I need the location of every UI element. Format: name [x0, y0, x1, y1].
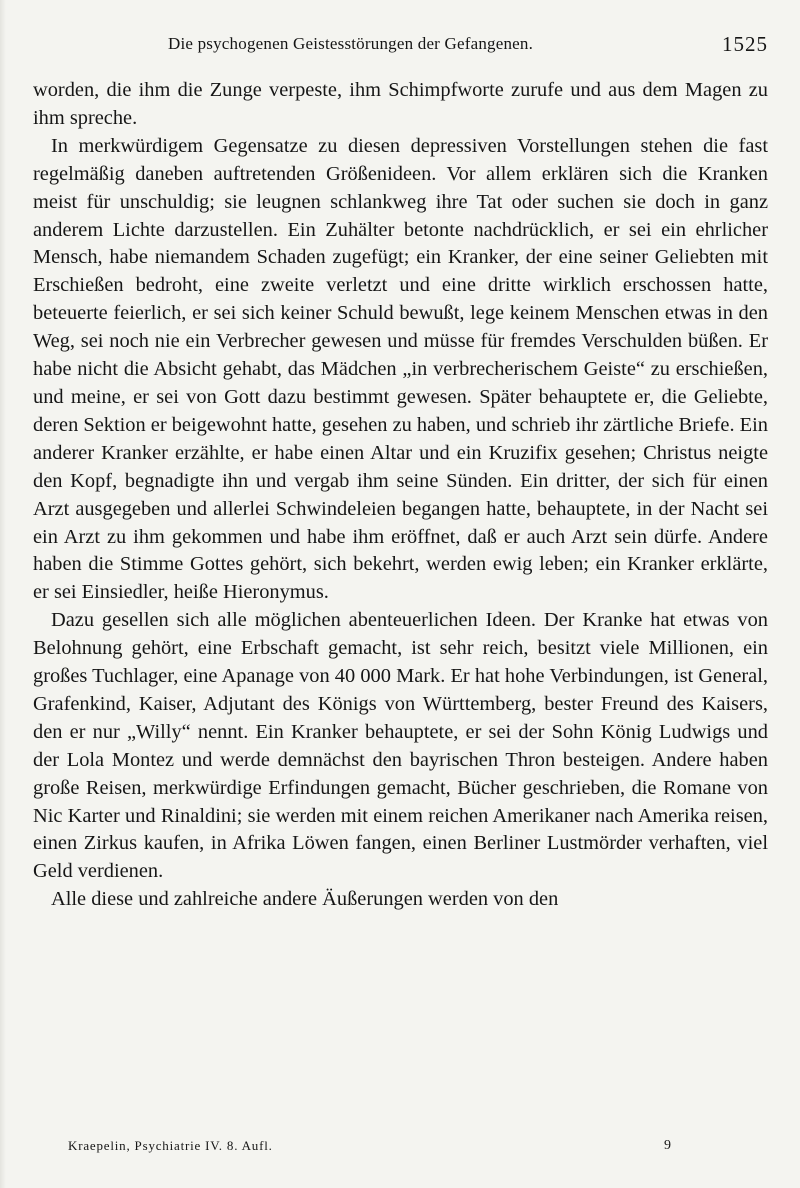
paragraph: Dazu gesellen sich alle möglichen abenteuerlichen Ideen. Der Kranke hat etwas von Belohnung gehört, eine Erbschaft gemacht, ist sehr reich, besitzt viele Millionen, ein großes Tuchlager, eine Apanage von 40 000 Mark. Er hat hohe Verbindungen, ist General, Grafenkind, Kaiser, Adjutant des Königs von Württemberg, bester Freund des Kaisers, den er nur „Willy“ nennt. Ein Kranker behauptete, er sei der Sohn König Ludwigs und der Lola Montez und werde demnächst den bayrischen Thron besteigen. Andere haben große Reisen, merkwürdige Erfindungen gemacht, Bücher geschrieben, die Romane von Nic Karter und Rinaldini; sie werden mit einem reichen Amerikaner nach Amerika reisen, einen Zirkus kaufen, in Afrika Löwen fangen, einen Berliner Lustmörder verhaften, viel Geld verdienen. [33, 609, 768, 883]
page-footer [68, 1138, 768, 1162]
running-title: Die psychogenen Geistesstörungen der Gefangenen. [168, 34, 534, 53]
running-head [33, 30, 768, 62]
paragraph: In merkwürdigem Gegensatze zu diesen depressiven Vorstellungen stehen die fast regelmäßig daneben auftretenden Größenideen. Vor allem erklären sich die Kranken meist für unschuldig; sie leugnen schlankweg ihre Tat oder suchen sie doch in ganz anderem Lichte darzustellen. Ein Zuhälter betonte nachdrücklich, er sei ein ehrlicher Mensch, habe niemandem Schaden zugefügt; ein Kranker, der eine seiner Geliebten mit Erschießen bedroht, eine zweite verletzt und eine dritte wirklich erschossen hatte, beteuerte feierlich, er sei sich keiner Schuld bewußt, lege keinem Menschen etwas in den Weg, sei noch nie ein Verbrecher gewesen und müsse für fremdes Verschulden büßen. Er habe nicht die Absicht gehabt, das Mädchen „in verbrecherischem Geiste“ zu erschießen, und meine, er sei von Gott dazu bestimmt gewesen. Später behauptete er, die Geliebte, deren Sektion er beigewohnt hatte, gesehen zu haben, und schrieb ihr zärtliche Briefe. Ein anderer Kranker erzählte, er habe einen Altar und ein Kruzifix gesehen; Christus neigte den Kopf, begnadigte ihn und vergab ihm seine Sünden. Ein dritter, der sich für einen Arzt ausgegeben und allerlei Schwindeleien begangen hatte, behauptete, in der Nacht sei ein Arzt zu ihm gekommen und habe ihm eröffnet, daß er auch Arzt sein dürfe. Andere haben die Stimme Gottes gehört, sich bekehrt, werden ewig leben; ein Kranker erklärte, er sei Einsiedler, heiße Hieronymus. [33, 134, 768, 604]
body-text [33, 77, 768, 914]
paragraph: Alle diese und zahlreiche andere Äußerungen werden von den [51, 888, 559, 911]
paragraph: worden, die ihm die Zunge verpeste, ihm Schimpfworte zurufe und aus dem Magen zu ihm spreche. [33, 79, 768, 129]
signature-mark: 9 [664, 1138, 671, 1153]
footer-source: Kraepelin, Psychiatrie IV. 8. Aufl. [68, 1138, 273, 1153]
page-number: 1525 [722, 32, 768, 56]
